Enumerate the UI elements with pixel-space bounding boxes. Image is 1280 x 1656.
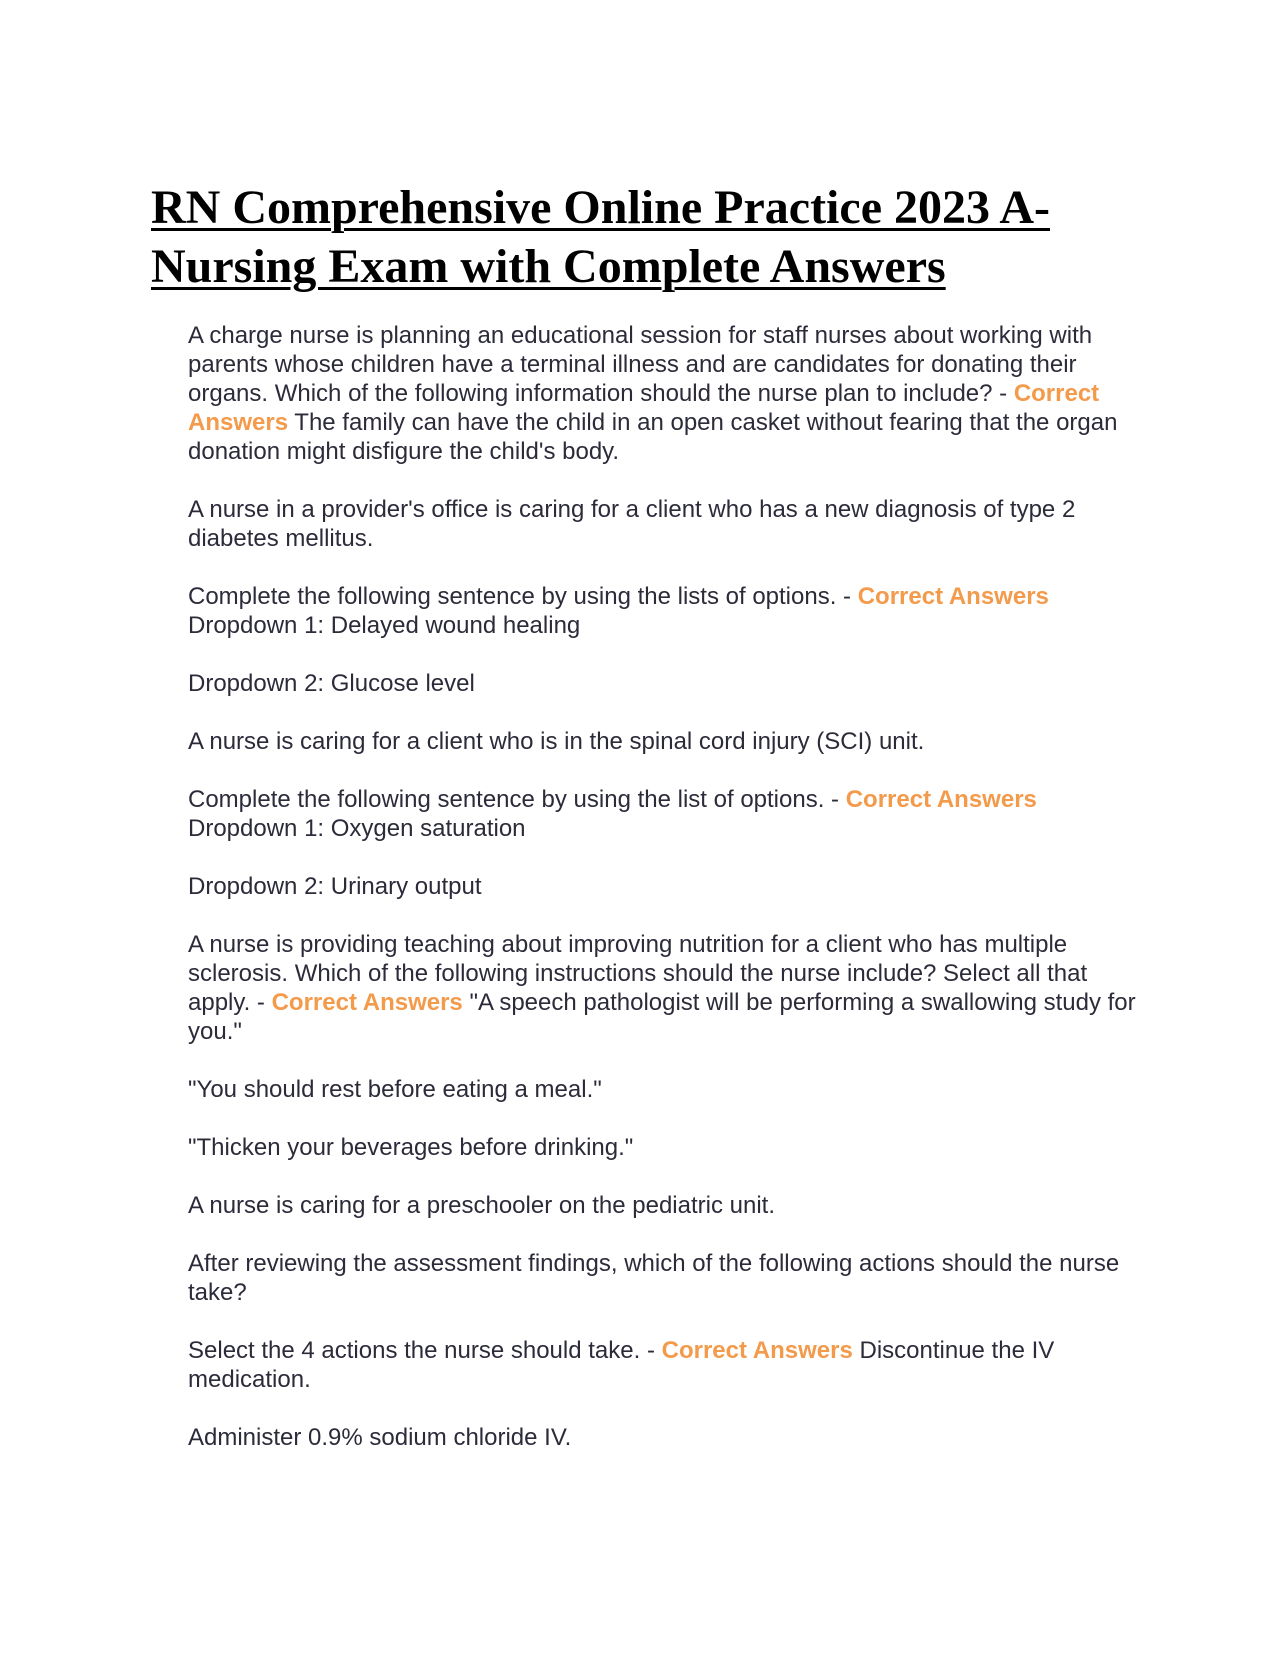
paragraph-text: A nurse is caring for a client who is in the spinal cord injury (SCI) unit.: [188, 728, 925, 755]
correct-answers-label: Correct Answers: [271, 989, 463, 1016]
correct-answers-label: Correct Answers: [845, 786, 1037, 813]
paragraph-2: [188, 495, 1148, 553]
paragraph-4: [188, 669, 1148, 698]
paragraph-text: A nurse in a provider's office is caring for a client who has a new diagnosis of type 2 diabetes mellitus.: [188, 496, 1076, 552]
answer-text: "A speech pathologist will be performing a swallowing study for you.": [188, 989, 1136, 1045]
paragraph-text: A charge nurse is planning an educational session for staff nurses about working with parents whose children have a terminal illness and are candidates for donating their organs. Which of the following information should the nurse plan to include? -: [188, 322, 1093, 407]
correct-answers-label: Correct Answers: [661, 1337, 853, 1364]
paragraph-text: A nurse is providing teaching about improving nutrition for a client who has multiple sclerosis. Which of the following instructions should the nurse include? Select all that apply. -: [188, 931, 1088, 1016]
paragraph-7: [188, 872, 1148, 901]
paragraph-text: After reviewing the assessment findings, which of the following actions should the nurse take?: [188, 1250, 1120, 1306]
document-title: RN Comprehensive Online Practice 2023 A- Nursing Exam with Complete Answers: [151, 181, 1050, 293]
answer-text: Discontinue the IV medication.: [188, 1337, 1055, 1393]
paragraph-text: Administer 0.9% sodium chloride IV.: [188, 1424, 572, 1451]
paragraph-text: Complete the following sentence by using the lists of options. -: [188, 583, 858, 610]
qa-content: [188, 321, 1148, 1481]
answer-text: Dropdown 1: Delayed wound healing: [188, 612, 581, 639]
correct-answers-label: Correct Answers: [857, 583, 1049, 610]
paragraph-text: Dropdown 2: Glucose level: [188, 670, 475, 697]
paragraph-14: [188, 1423, 1148, 1452]
paragraph-12: [188, 1249, 1148, 1307]
answer-text: Dropdown 1: Oxygen saturation: [188, 815, 526, 842]
paragraph-text: Select the 4 actions the nurse should take. -: [188, 1337, 662, 1364]
correct-answers-label: Correct Answers: [188, 380, 1100, 436]
paragraph-text: "You should rest before eating a meal.": [188, 1076, 602, 1103]
paragraph-3: [188, 582, 1148, 640]
paragraph-text: Dropdown 2: Urinary output: [188, 873, 482, 900]
paragraph-text: "Thicken your beverages before drinking.": [188, 1134, 634, 1161]
paragraph-13: [188, 1336, 1148, 1394]
paragraph-8: [188, 930, 1148, 1046]
paragraph-1: [188, 321, 1148, 466]
paragraph-6: [188, 785, 1148, 843]
paragraph-text: A nurse is caring for a preschooler on the pediatric unit.: [188, 1192, 775, 1219]
paragraph-text: Complete the following sentence by using the list of options. -: [188, 786, 846, 813]
answer-text: The family can have the child in an open casket without fearing that the organ donation might disfigure the child's body.: [188, 409, 1118, 465]
paragraph-10: [188, 1133, 1148, 1162]
paragraph-5: [188, 727, 1148, 756]
paragraph-11: [188, 1191, 1148, 1220]
paragraph-9: [188, 1075, 1148, 1104]
